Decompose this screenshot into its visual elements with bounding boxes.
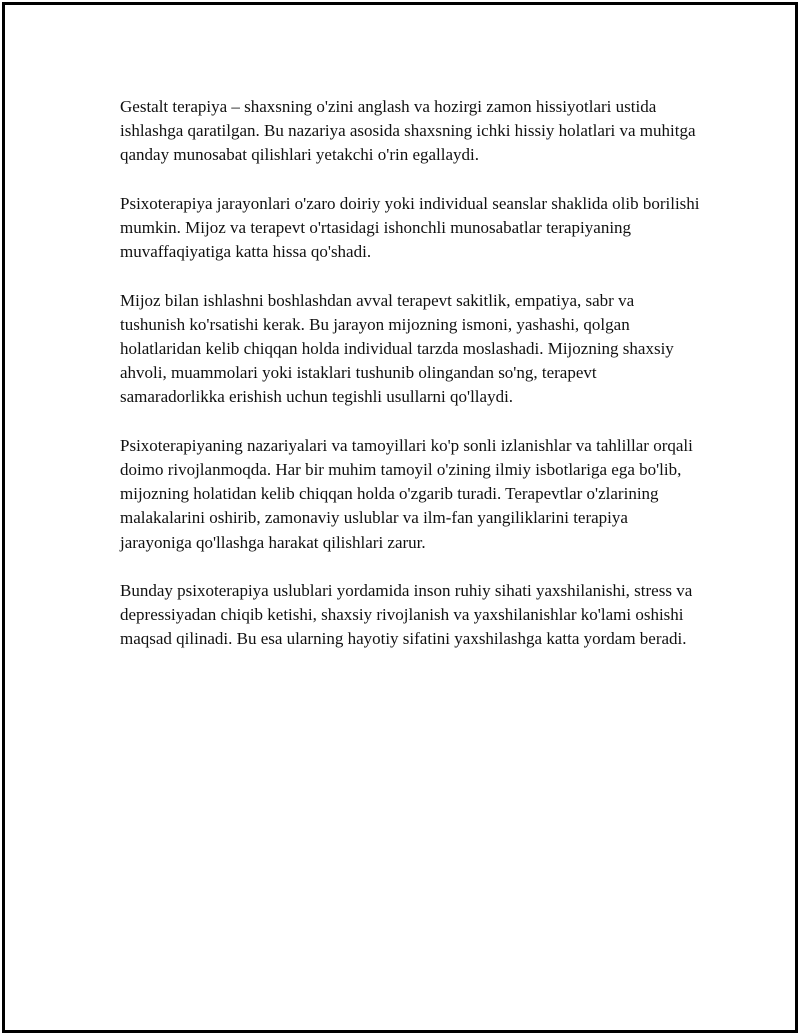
paragraph-gestalt-therapy: Gestalt terapiya – shaxsning o'zini anglash va hozirgi zamon hissiyotlari ustida ishlashga qaratilgan. Bu nazariya asosida shaxsning ichki hissiy holatlari va muhitga qanday munosabat qilishlari yetakchi o'rin egallaydi. (120, 97, 696, 165)
page-border (2, 2, 798, 1033)
paragraph-therapy-goals: Bunday psixoterapiya uslublari yordamida inson ruhiy sihati yaxshilanishi, stress va depressiyadan chiqib ketishi, shaxsiy rivojlanish va yaxshilanishlar ko'lami oshishi maqsad qilinadi. Bu esa ularning hayotiy sifatini yaxshilashga katta yordam beradi. (120, 581, 693, 649)
paragraph-theories-principles: Psixoterapiyaning nazariyalari va tamoyillari ko'p sonli izlanishlar va tahlillar orqali doimo rivojlanmoqda. Har bir muhim tamoyil o'zining ilmiy isbotlariga ega bo'lib, mijozning holatidan kelib chiqqan holda o'zgarib turadi. Terapevtlar o'zlarining malakalarini oshirib, zamonaviy uslublar va ilm-fan yangiliklarini terapiya jarayoniga qo'llashga harakat qilishlari zarur. (120, 435, 693, 552)
document-body (120, 95, 700, 676)
paragraph-client-work: Mijoz bilan ishlashni boshlashdan avval terapevt sakitlik, empatiya, sabr va tushunish ko'rsatishi kerak. Bu jarayon mijozning ismoni, yashashi, qolgan holatlaridan kelib chiqqan holda individual tarzda moslashadi. Mijozning shaxsiy ahvoli, muammolari yoki istaklari tushunib olingandan so'ng, terapevt samaradorlikka erishish uchun tegishli usullarni qo'llaydi. (120, 290, 674, 407)
paragraph-therapy-sessions: Psixoterapiya jarayonlari o'zaro doiriy yoki individual seanslar shaklida olib borilishi mumkin. Mijoz va terapevt o'rtasidagi ishonchli munosabatlar terapiyaning muvaffaqiyatiga katta hissa qo'shadi. (120, 193, 700, 262)
